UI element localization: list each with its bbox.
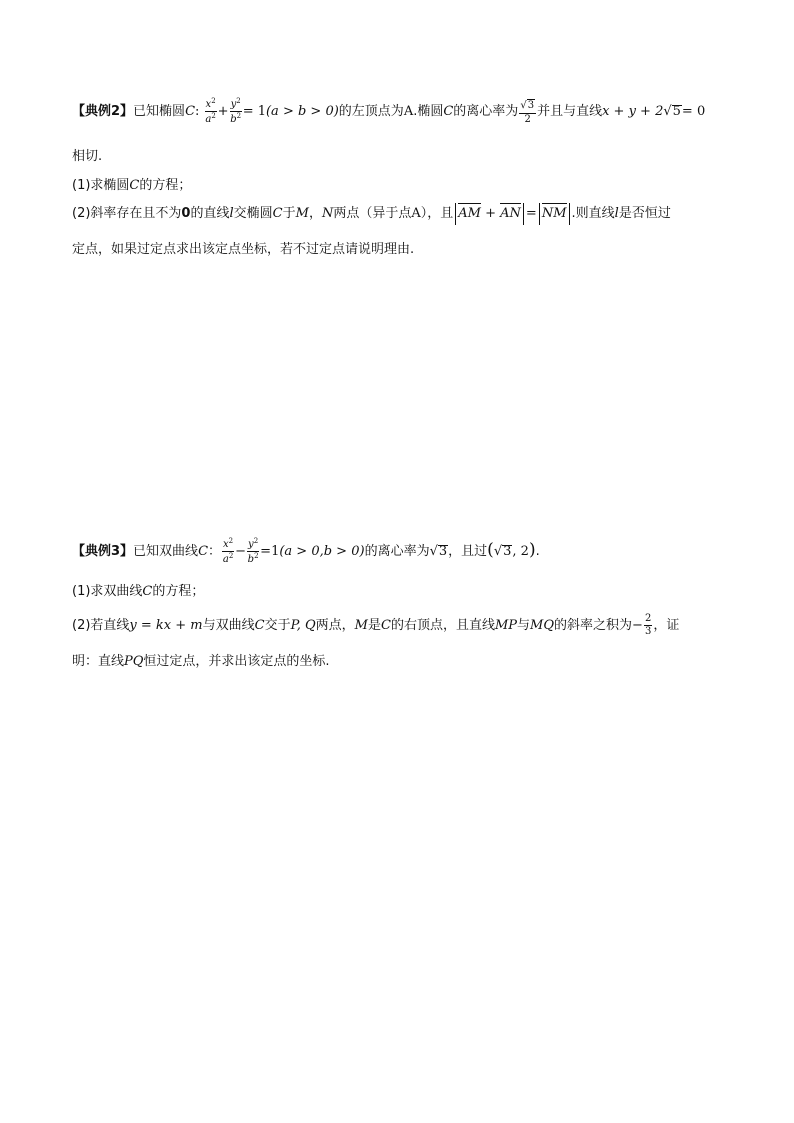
- numerator: 2: [644, 613, 652, 624]
- example2-q2-line2: [72, 238, 414, 257]
- point-A: A: [403, 104, 414, 119]
- point-M: M: [295, 206, 309, 221]
- math-C: C: [198, 544, 209, 559]
- line-MQ: MQ: [530, 618, 555, 633]
- abs-bar: [455, 203, 456, 225]
- text: 的直线: [190, 206, 230, 221]
- sqrt-3: 3: [438, 544, 448, 559]
- text: 两点，: [315, 618, 355, 633]
- example3-q1: [72, 580, 204, 599]
- text: 的离心率为: [364, 544, 430, 559]
- minus: −: [632, 618, 643, 633]
- equals-1: =1: [260, 544, 280, 559]
- example2-q1: [72, 174, 191, 193]
- text: 于: [282, 206, 296, 221]
- example2-line2: [72, 145, 102, 164]
- text: ），且: [420, 206, 454, 221]
- text: .则直线: [571, 206, 615, 221]
- equals: =: [525, 206, 537, 221]
- math-C: C: [381, 618, 391, 633]
- zero: 0: [181, 206, 191, 221]
- math-C: C: [142, 584, 153, 599]
- denominator: 3: [644, 626, 652, 637]
- line-PQ: PQ: [124, 654, 144, 669]
- example3-q2-line1: [72, 614, 679, 637]
- text: (2)斜率存在且不为: [72, 206, 182, 221]
- x: x: [205, 99, 212, 110]
- minus: −: [235, 544, 247, 559]
- text: 已知椭圆: [133, 104, 186, 119]
- text: (2)若直线: [72, 618, 130, 633]
- point-M: M: [354, 618, 368, 633]
- sqrt-3: 3: [503, 544, 512, 559]
- text: 明：直线: [72, 654, 125, 669]
- example3-line1: 【典例3】已知双曲线C： $\frac{x^2}{a^2}$ − $\frac{y^2}{b^2}$ =1(a > 0,b > 0)的离心率为√3，且过(√3, 2).: [72, 537, 540, 565]
- text: 恒过定点，并求出该定点的坐标.: [143, 654, 330, 669]
- fraction-x2-a2: $\frac{x^2}{a^2}$: [222, 537, 234, 565]
- text: 与: [517, 618, 531, 633]
- example2-label: 【典例2】: [72, 104, 134, 119]
- text: 的方程；: [152, 584, 205, 599]
- text: .椭圆: [413, 104, 444, 119]
- example2-q2-line1: (2)斜率存在且不为0的直线l交椭圆C于M，N两点（异于点A），且 AM + AN = NM .则直线l是否恒过: [72, 202, 671, 225]
- text: 并且与直线: [537, 104, 603, 119]
- abs-bar: [523, 203, 524, 225]
- math-C: C: [443, 104, 454, 119]
- text: (1)求椭圆: [72, 178, 130, 193]
- example3-label: 【典例3】: [72, 544, 134, 559]
- a: a: [205, 114, 212, 125]
- condition: (a > b > 0): [265, 104, 339, 119]
- point-A: A: [411, 206, 421, 221]
- text: 与双曲线: [202, 618, 255, 633]
- text: .: [535, 544, 540, 559]
- math-C: C: [272, 206, 283, 221]
- equals-1: = 1: [242, 104, 266, 119]
- text: 定点，如果过定点求出该定点坐标，若不过定点请说明理由.: [72, 242, 415, 257]
- text: 的左顶点为: [338, 104, 404, 119]
- y: y: [230, 99, 237, 110]
- text: 的斜率之积为: [554, 618, 633, 633]
- math-C: C: [129, 178, 140, 193]
- text: 的方程；: [139, 178, 192, 193]
- plus: +: [217, 104, 229, 119]
- text: 的离心率为: [453, 104, 519, 119]
- equals-0: = 0: [681, 104, 706, 119]
- denominator-2: 2: [524, 113, 531, 125]
- y: y: [248, 539, 254, 550]
- fraction-y2-b2: $\frac{y^2}{b^2}$: [247, 537, 259, 565]
- condition: (a > 0,b > 0): [279, 544, 365, 559]
- x: x: [223, 539, 229, 550]
- sqrt-5: 5: [672, 104, 681, 119]
- eccentricity-fraction: $\frac{√3}{2}$: [520, 99, 535, 125]
- example2-line1: 【典例2】已知椭圆C: $\frac{x^2}{a^2}$ + $\frac{y^2}{b^2}$ = 1(a > b > 0)的左顶点为A.椭圆C的离心率为 $\frac{√3}{2}$ 并且与直线x + y + 2√5= 0: [72, 97, 706, 125]
- math-C: C: [254, 618, 265, 633]
- vector-AM: AM: [458, 206, 481, 221]
- math-C: C: [185, 104, 196, 119]
- abs-bar: [569, 203, 570, 225]
- text: ，证: [653, 618, 680, 633]
- example3-q2-line2: [72, 650, 330, 669]
- line-MP: MP: [494, 618, 518, 633]
- text: 是否恒过: [618, 206, 671, 221]
- fraction-x2-a2: $\frac{x^2}{a^2}$: [205, 97, 216, 125]
- sqrt-3: 3: [527, 99, 535, 111]
- fraction-y2-b2: $\frac{y^2}{b^2}$: [230, 97, 242, 125]
- line-l: l: [229, 206, 234, 221]
- line-equation: y = kx + m: [129, 618, 203, 633]
- text: 是: [367, 618, 381, 633]
- text: 已知双曲线: [133, 544, 199, 559]
- point-N: N: [321, 206, 334, 221]
- a: a: [222, 554, 229, 565]
- fraction-2-3: [644, 614, 652, 637]
- text: 相切.: [72, 149, 103, 164]
- line-equation: x + y + 2: [602, 104, 664, 119]
- text: 交于: [264, 618, 291, 633]
- text: 的右顶点，且直线: [390, 618, 495, 633]
- points-PQ: P, Q: [290, 618, 316, 633]
- colon: :: [195, 104, 200, 119]
- vector-NM: NM: [541, 206, 567, 221]
- b: b: [247, 554, 255, 565]
- colon: ：: [208, 544, 222, 559]
- comma: ，: [308, 206, 322, 221]
- point-y: , 2: [512, 544, 529, 559]
- line-l: l: [614, 206, 619, 221]
- text: 交椭圆: [233, 206, 273, 221]
- text: (1)求双曲线: [72, 584, 143, 599]
- text: ，且过: [448, 544, 488, 559]
- b: b: [230, 114, 237, 125]
- text: 两点（异于点: [333, 206, 412, 221]
- abs-bar: [539, 203, 540, 225]
- vector-AN: AN: [500, 206, 521, 221]
